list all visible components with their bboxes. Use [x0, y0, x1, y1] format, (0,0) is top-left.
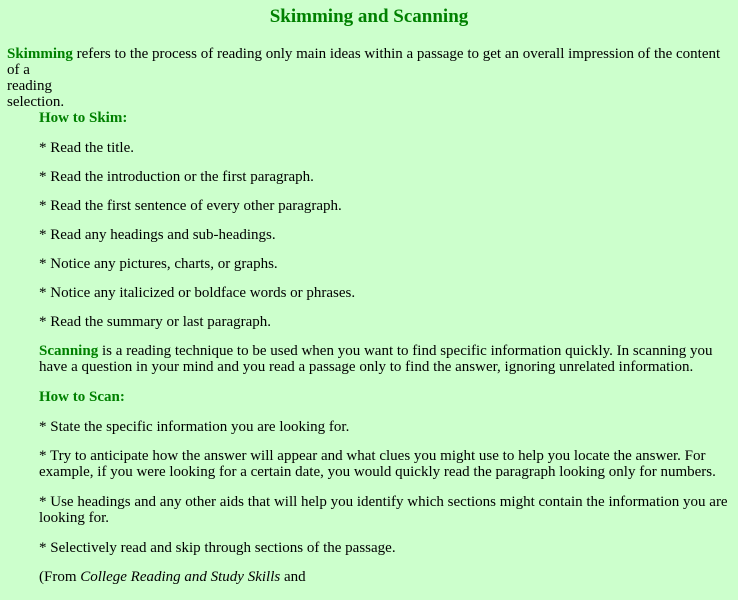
skim-step-read-title: * Read the title. [39, 140, 134, 156]
skimming-definition-text-2: reading [7, 78, 52, 94]
how-to-skim-heading: How to Skim: [39, 110, 128, 126]
skim-step-read-headings: * Read any headings and sub-headings. [39, 227, 276, 243]
how-to-scan-heading: How to Scan: [39, 389, 125, 405]
scan-step-use-headings: * Use headings and any other aids that will help you identify which sections might contain the information you are looking for. [39, 494, 728, 526]
skimming-definition-text-3: selection. [7, 94, 65, 110]
scan-step-anticipate-answer: * Try to anticipate how the answer will appear and what clues you might use to help you locate the answer. For example, if you were looking for a certain date, you would quickly read the paragraph looking only for numbers. [39, 448, 716, 480]
scanning-term: Scanning [39, 343, 99, 359]
skim-step-read-summary: * Read the summary or last paragraph. [39, 314, 272, 330]
skim-step-read-introduction: * Read the introduction or the first paragraph. [39, 169, 314, 185]
scan-step-state-information: * State the specific information you are looking for. [39, 419, 350, 435]
skim-step-notice-pictures: * Notice any pictures, charts, or graphs. [39, 256, 278, 272]
page-title: Skimming and Scanning [269, 6, 469, 27]
skimming-definition [7, 46, 735, 110]
citation-prefix: (From [39, 569, 81, 585]
scan-step-selectively-read: * Selectively read and skip through sections of the passage. [39, 540, 396, 556]
skimming-term: Skimming [7, 46, 73, 62]
scanning-definition-text: is a reading technique to be used when you want to find specific information quickly. In scanning you have a question in your mind and you read a passage only to find the answer, ignoring unrelated information. [39, 343, 713, 375]
citation-suffix: and [280, 569, 306, 585]
skimming-definition-text-1: refers to the process of reading only main ideas within a passage to get an overall impression of the content of a [7, 46, 721, 78]
skim-step-notice-italicized-words: * Notice any italicized or boldface words or phrases. [39, 285, 356, 301]
scanning-definition [39, 343, 734, 375]
skim-step-read-first-sentences: * Read the first sentence of every other paragraph. [39, 198, 342, 214]
citation-book-title: College Reading and Study Skills [80, 569, 281, 585]
source-citation [39, 569, 306, 585]
